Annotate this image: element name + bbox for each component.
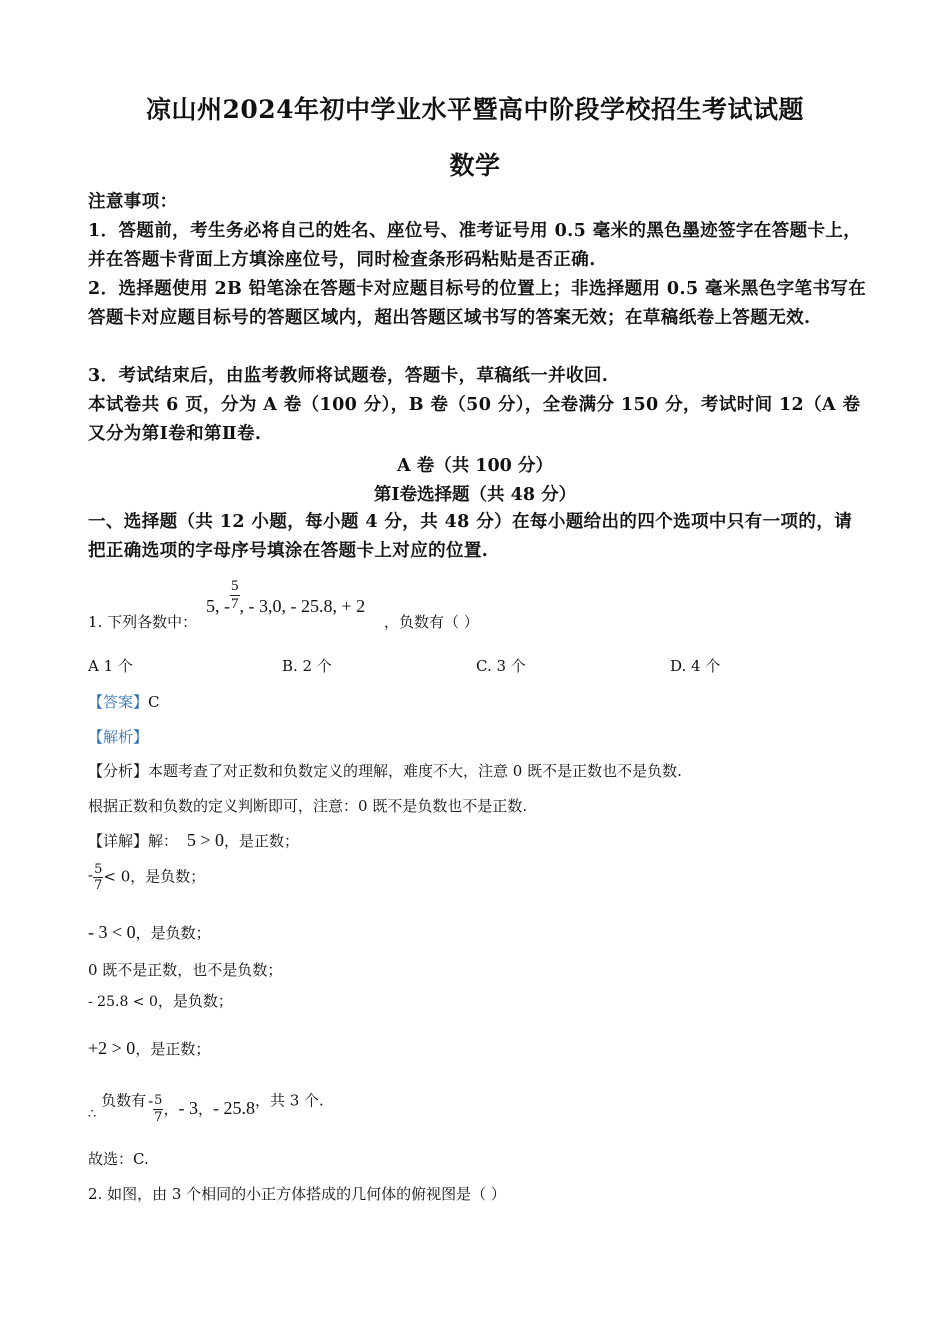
step7-m2: - 3 <box>178 1097 198 1118</box>
step2-frac-den: 7 <box>94 878 103 893</box>
analysis-text: 本题考查了对正数和负数定义的理解，难度不大，注意 0 既不是正数也不是负数. <box>148 762 682 780</box>
analysis-label: 【分析】 <box>88 762 149 780</box>
detail-intro: 解： <box>148 832 179 850</box>
step7-fraction <box>153 1093 163 1126</box>
q1-frac-den: 7 <box>231 596 239 612</box>
conclusion: 故选：C. <box>88 1150 149 1168</box>
step7-frac-num: 5 <box>154 1093 163 1108</box>
step7 <box>88 1085 324 1125</box>
notice-item-4: 本试卷共 6 页，分为 A 卷（100 分），B 卷（50 分），全卷满分 150 分，考试时间 12（A 卷又分为第Ⅰ卷和第Ⅱ卷. <box>88 395 861 444</box>
step3 <box>88 922 211 943</box>
step2 <box>88 862 205 893</box>
step7-minus: - <box>148 1091 154 1110</box>
q1-number-list <box>206 578 366 616</box>
answer-value: C <box>148 693 160 711</box>
step6 <box>88 1038 210 1059</box>
volume-a-heading: A 卷（共 100 分） <box>397 456 553 476</box>
analysis-tag: 【解析】 <box>88 728 149 746</box>
step5-math: - 25.8 < 0 <box>88 994 158 1010</box>
notice-heading: 注意事项： <box>88 192 178 212</box>
step2-text: ，是负数； <box>130 867 206 886</box>
q1-option-d: D. 4 个 <box>670 657 721 675</box>
step7-end: ，共 3 个. <box>254 1091 324 1110</box>
step5 <box>88 990 233 1011</box>
q1-suffix: ，负数有（ ） <box>384 613 479 631</box>
part1-heading: 第Ⅰ卷选择题（共 48 分） <box>373 485 577 505</box>
notice-item-2: 2．选择题使用 2B 铅笔涂在答题卡对应题目标号的位置上；非选择题用 0.5 毫米黑色字笔书写在答题卡对应题目标号的答题区域内，超出答题区域书写的答案无效；在草稿纸卷上答题无效. <box>88 279 867 328</box>
step1-math: 5 > 0 <box>186 830 224 850</box>
step4-text: 0 既不是正数，也不是负数； <box>88 961 283 979</box>
step2-frac-num: 5 <box>94 862 103 877</box>
notice-item-1: 1．答题前，考生务必将自己的姓名、座位号、准考证号用 0.5 毫米的黑色墨迹签字在答题卡上，并在答题卡背面上方填涂座位号，同时检查条形码粘贴是否正确. <box>88 221 862 270</box>
step7-m3: - 25.8 <box>212 1097 255 1118</box>
subject-title: 数学 <box>449 151 501 180</box>
q1-option-c: C. 3 个 <box>476 657 526 675</box>
step7-frac-den: 7 <box>154 1110 163 1125</box>
step5-text: ，是负数； <box>157 992 233 1010</box>
step3-text: ，是负数； <box>135 924 211 942</box>
analysis-line <box>88 760 682 781</box>
q1-answer-line <box>88 691 160 712</box>
step6-math: +2 > 0 <box>88 1038 136 1058</box>
q2-text: 2. 如图，由 3 个相同的小正方体搭成的几何体的俯视图是（ ） <box>88 1185 506 1203</box>
detail-line <box>88 830 299 851</box>
step7-sep1: ， <box>163 1099 179 1118</box>
step2-math: < 0 <box>103 867 131 886</box>
q1-option-a: A 1 个 <box>88 657 133 675</box>
step2-minus: - <box>88 865 94 884</box>
analysis-text-2: 根据正数和负数的定义判断即可，注意：0 既不是负数也不是正数. <box>88 797 528 815</box>
exam-title: 凉山州2024年初中学业水平暨高中阶段学校招生考试试题 <box>145 95 805 124</box>
detail-label: 【详解】 <box>88 832 149 850</box>
step1-text: ，是正数； <box>223 832 299 850</box>
step3-math: - 3 < 0 <box>88 922 136 942</box>
step7-text: 负数有 <box>101 1091 147 1110</box>
q1-option-b: B. 2 个 <box>282 657 332 675</box>
q1-fraction <box>230 578 240 613</box>
therefore-symbol: ∴ <box>88 1106 97 1122</box>
section-instructions: 一、选择题（共 12 小题，每小题 4 分，共 48 分）在每小题给出的四个选项中只有一项的，请把正确选项的字母序号填涂在答题卡上对应的位置. <box>88 512 853 561</box>
answer-tag: 【答案】 <box>88 693 149 711</box>
q1-frac-num: 5 <box>231 578 239 594</box>
notice-item-3: 3．考试结束后，由监考教师将试题卷，答题卡，草稿纸一并收回. <box>88 366 609 386</box>
q1-math-a: 5, - <box>206 595 230 616</box>
q1-prefix: 1. 下列各数中： <box>88 613 198 631</box>
step2-fraction <box>93 862 103 893</box>
step6-text: ，是正数； <box>135 1040 211 1058</box>
step7-sep2: ， <box>197 1099 213 1118</box>
q1-math-b: , - 3,0, - 25.8, + 2 <box>239 595 366 616</box>
